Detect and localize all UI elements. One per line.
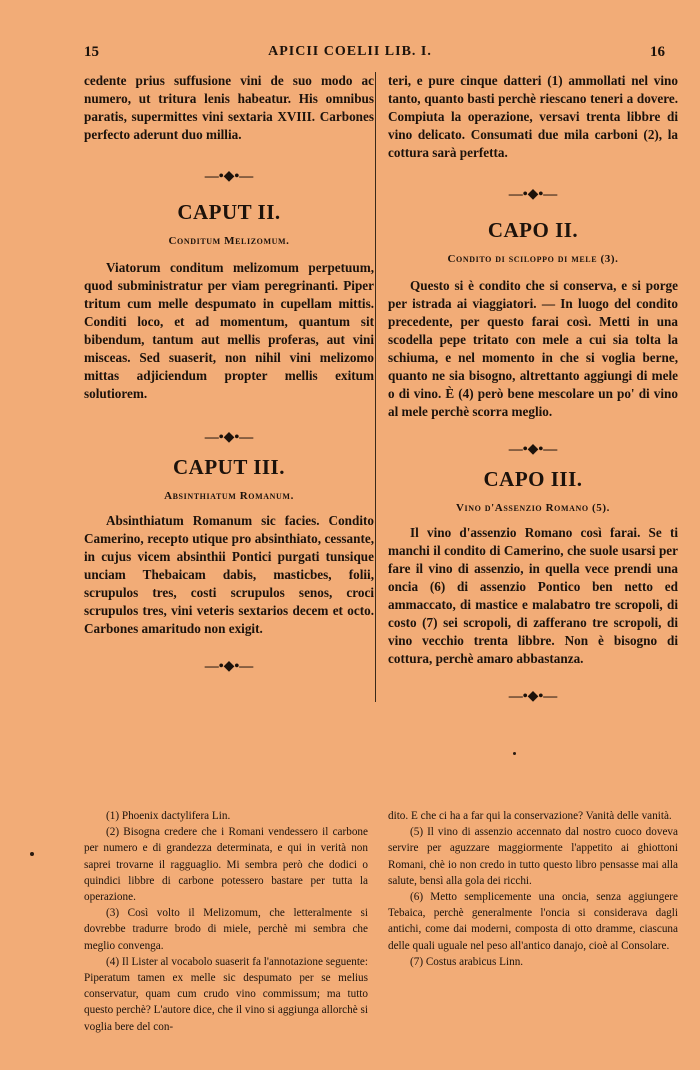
latin-intro-text: cedente prius suffusione vini de suo modo ac numero, ut tritura lenis habeatur. His omnibus paratis, supermittes vini sextaria XVIII. Carbones perfecto aderunt duo millia. [84,73,374,142]
running-header [0,44,700,64]
section-body: Viatorum conditum melizomum perpetuum, quod subministratur per viam peregrinanti. Piper tritum cum melle despumato in cupellam mittis. Conditi loco, et ad momentum, quantum sit bibendum, tantum aut mellis proferas, aut vini misceas. Sed suaserit, non nihil vini melizomo mittas adjiciendum propter mellis exitum solutiorem. [84,260,374,401]
italian-column [388,72,678,708]
section-body: Il vino d'assenzio Romano così farai. Se ti manchi il condito di Camerino, che suole usarsi per fare il vino di assenzio, in quella vece prendi una oncia (6) di assenzio Pontico ben netto ed ammaccato, di mastice e malabatro tre scropoli, di costo (7) sei scropoli, di zafferano tre scropoli, di vino vecchio trenta libbre. Non è bisogno di cottura, perchè amaro abbastanza. [388,525,678,666]
footnote: (3) Così volto il Melizomum, che letteralmente si dovrebbe tradurre brodo di miele, perchè mi sembra che meglio convenga. [84,907,368,952]
section-subtitle: Conditum Melizomum. [168,235,290,247]
ornament-divider: —•◆•— [508,442,558,457]
section-heading: CAPO II. [487,218,579,242]
section-body: Questo si è condito che si conserva, e si porge per istrada ai viaggiatori. — In luogo del condito precedente, per questo farai così. Metti in una scodella pepe tritato con mele a cui sia tolta la schiuma, e nel momento in che si voglia berne, quanto ne sia bisogno, altrettanto aggiungi di mele o di vino. È (4) però bene mescolare un po' di vino al mele perchè scorra meglio. [388,278,678,419]
print-speck [513,752,516,755]
footnote: (6) Metto semplicemente una oncia, senza aggiungere Tebaica, perchè generalmente l'oncia si considerava dagli antichi, come dai moderni, composta di otto dramme, ciascuna delle quali uguale nel peso all'antico danajo, cioè al Consolare. [388,891,678,952]
footnote: (1) Phoenix dactylifera Lin. [106,810,231,822]
section-body: Absinthiatum Romanum sic facies. Condito Camerino, recepto utique pro absinthiato, cessante, in cujus vicem absinthii Pontici purgati tunsique unciam Thebaicam dabis, masticbes, folii, scrupulos tres, costi scrupulos senos, croci scrupulos tres, vini veteris sextarios decem et octo. Carbones amaritudo non exigit. [84,513,374,636]
column-divider [375,72,376,702]
footnote: (2) Bisogna credere che i Romani vendessero il carbone per numero e di grandezza determinata, e qui in verità non saprei trovarne il ragguaglio. Mi sembra però che dodici o quindici libbre di carbone potessero bastare per tutta la operazione. [84,826,368,904]
footnotes-right [388,808,678,970]
italian-intro-text: teri, e pure cinque datteri (1) ammollati nel vino tanto, quanto basti perchè riescano teneri a dovere. Compiuta la operazione, versavi trenta libbre di vino delicato. Consumati due mila carboni (2), la cottura sarà perfetta. [388,73,678,160]
print-speck [30,852,34,856]
section-subtitle: Condito di sciloppo di mele (3). [447,253,619,265]
ornament-divider: —•◆•— [204,659,254,674]
page-number-right: 16 [650,44,665,60]
footnote: (5) Il vino di assenzio accennato dal nostro cuoco doveva servire per aguzzare maggiormente l'appetito ai ghiottoni Romani, chè io non credo in tutto questo libro pensasse mai alla salute, bensì alla gola dei ricchi. [388,826,678,887]
section-heading: CAPO III. [483,467,583,491]
section-heading: CAPUT III. [173,455,285,479]
ornament-divider: —•◆•— [508,689,558,704]
footnote: (7) Costus arabicus Linn. [410,955,524,968]
running-title: APICII COELII LIB. I. [268,44,432,59]
ornament-divider: —•◆•— [204,430,254,445]
footnote: dito. E che ci ha a far qui la conservazione? Vanità delle vanità. [388,810,672,822]
ornament-divider: —•◆•— [508,187,558,202]
ornament-divider: —•◆•— [204,169,254,184]
page-number-left: 15 [84,44,99,60]
footnotes-left [84,808,368,1035]
section-subtitle: Vino d'Assenzio Romano (5). [455,502,611,514]
latin-column [84,72,374,678]
section-subtitle: Absinthiatum Romanum. [164,490,294,502]
footnote: (4) Il Lister al vocabolo suaserit fa l'annotazione seguente: Piperatum tamen ex melle sic despumato per se melius conservatur, quam cum crudo vino commissum; ma tutto questo perchè? L'autore dice, che il vino si aggiunga allorchè si voglia bere del con- [84,955,368,1033]
section-heading: CAPUT II. [177,200,281,224]
